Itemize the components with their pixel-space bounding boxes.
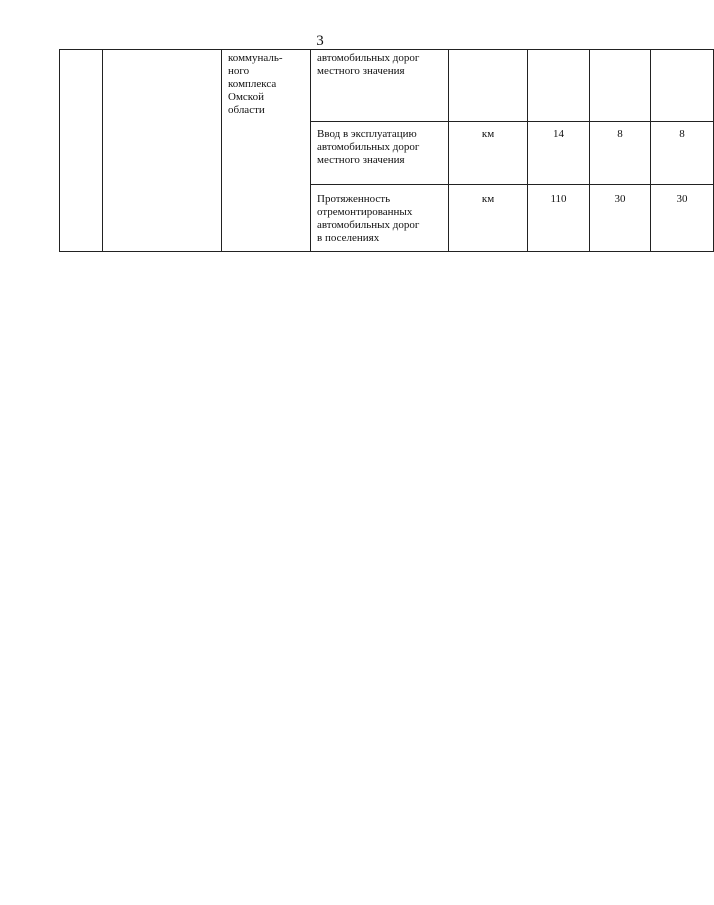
value-cell: 14 [528, 122, 590, 185]
indicator-line: отремонтированных [317, 206, 413, 218]
value-cell [590, 50, 651, 122]
value-cell [651, 50, 714, 122]
value-cell: 30 [590, 185, 651, 252]
unit-cell: км [449, 185, 528, 252]
indicator-line: местного значения [317, 154, 405, 166]
value-cell [528, 50, 590, 122]
value-cell: 30 [651, 185, 714, 252]
unit-cell: км [449, 122, 528, 185]
indicator-cell [311, 122, 449, 185]
org-line: ного [228, 65, 250, 77]
table-row [60, 50, 714, 122]
responsible-org-cell [222, 50, 311, 252]
indicator-line: автомобильных дорог [317, 52, 420, 64]
org-line: области [228, 104, 265, 116]
indicator-line: в поселениях [317, 232, 380, 244]
org-line: Омской [228, 91, 264, 103]
org-line: комплекса [228, 78, 277, 90]
value-cell: 8 [590, 122, 651, 185]
program-name-cell [103, 50, 222, 252]
indicator-line: Ввод в эксплуатацию [317, 128, 417, 140]
indicator-line: автомобильных дорог [317, 219, 420, 231]
indicator-cell [311, 50, 449, 122]
org-line: коммуналь- [228, 52, 283, 64]
indicators-table [59, 49, 714, 252]
indicator-line: автомобильных дорог [317, 141, 420, 153]
number-cell [60, 50, 103, 252]
indicator-line: Протяженность [317, 193, 391, 205]
page-number: 3 [316, 33, 324, 49]
indicator-line: местного значения [317, 65, 405, 77]
unit-cell [449, 50, 528, 122]
value-cell: 8 [651, 122, 714, 185]
value-cell: 110 [528, 185, 590, 252]
indicator-cell [311, 185, 449, 252]
